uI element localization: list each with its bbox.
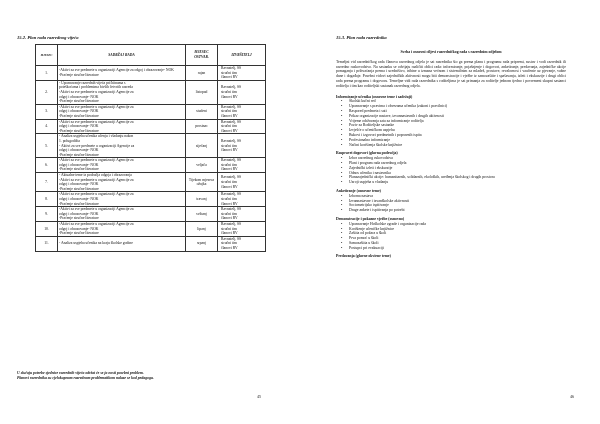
executor-line: Ravnatelj, SS: [221, 104, 242, 109]
content-line: odgoj i obrazovanje- NOK: [59, 211, 99, 216]
executor-line: Ravnatelj, SS: [221, 66, 242, 70]
right-page: [300, 0, 600, 424]
executor-line: Ravnatelj, SS: [221, 236, 242, 241]
header-sadrzaj: SADRŽAJ RADA: [58, 45, 186, 66]
section-heading: Informiranje učenika (osnovne teme i sadržaji): [336, 94, 413, 99]
executor-line: stručni tim: [221, 70, 237, 75]
content-line: -Aktivi za sve predmete u organizaciji Agencije za: [59, 222, 134, 226]
row-number: 4.: [36, 119, 58, 134]
right-paragraph: Temeljni vid razredničkog rada članova razrednog odjela je sat razrednika što ga prema planu i programu rada pripremi, sustav i vodi razrednik ili razredno ruskovodstvo. Na sastanku se odvijaju različiti oblici rada: informiranje, pojašnjenje i dogovori, anketiranje, predavanja, zajedničke akcije pomaganja i prihvaćanja prema i uredništvo, tribine u izmana većnom i sistemičnim za mladež, prostave, revalornost i vaučenie uz pjevanje, važne dane i događaje. Posebni vidovi zajedničkih aktivnosti mogu biti demonstracije i vježbe iz samozaštite i spašavanja, izleti i ekskurzije i drugi oblici rada prema programu i dogovoru. Temeljne vidi rada razrednika s roditeljima je sat primanja za roditelje jednom tjedno i povremeni skupni sastanci roditelja i tim kao roditeljski sastanak razrednog odjela.: [336, 59, 566, 88]
table-row: [36, 192, 266, 207]
content-line: -Aktivi za sve predmete u organizaciji Agencije za odgoj i obrazovanje- NOK: [59, 68, 174, 73]
row-executor: [218, 66, 266, 81]
header-mjesec-ostvar: MJESEC OSTVAR.: [186, 45, 218, 66]
left-footnote: [17, 371, 282, 381]
table-row: [36, 222, 266, 237]
list-item: • Sociometrijsko ispitivanje: [336, 203, 566, 208]
right-page-number: 46: [570, 394, 574, 399]
content-line: -Aktivi za sve predmete u organizaciji Agencije za: [59, 119, 134, 124]
header-mjesec: MJESEC: [36, 45, 58, 66]
right-section-title: 15.3. Plan rada razrednika: [336, 35, 387, 40]
row-month: Tijekom mjeseca ožujka: [186, 173, 218, 192]
content-line: -Praćenje stručne literature: [59, 152, 99, 157]
executor-line: članovi RV: [221, 94, 238, 99]
content-line: -Aktivi za sve predmete u organizaciji Agencije za: [59, 207, 134, 212]
row-number: 7.: [36, 173, 58, 192]
executor-line: stručni tim: [221, 89, 237, 94]
executor-line: članovi RV: [221, 245, 238, 250]
row-executor: [218, 158, 266, 173]
bullet-list: [336, 99, 566, 147]
content-line: -Praćenje stručne literature: [59, 113, 99, 118]
bullet-list: [336, 194, 566, 213]
content-line: -Praćenje stručne literature: [59, 231, 99, 236]
row-month: travanj: [186, 192, 218, 207]
right-content: [336, 50, 566, 259]
executor-line: stručni tim: [221, 109, 237, 114]
row-content: [58, 236, 186, 251]
list-item: • Načini korištenja školske knjižnice: [336, 143, 566, 148]
list-item: • Korištenje učeničke knjižnice: [336, 227, 566, 232]
list-item: • Raspored predmeta i sati: [336, 109, 566, 114]
content-line: odgoj i obrazovanje- NOK: [59, 124, 99, 129]
content-line: -Praćenje stručne literature: [59, 99, 99, 104]
row-executor: [218, 207, 266, 222]
list-item: • Planazajednički akcije: humanitarnih, solidarnih, ekoloških, uređenja školskog i drugih prostora: [336, 175, 566, 180]
list-item: • Izvannastavne i izvanškolske aktivnosti: [336, 199, 566, 204]
content-line: -Praćenje stručne literature: [59, 72, 99, 77]
list-item: • Zaštita od požara u školi: [336, 231, 566, 236]
row-executor: [218, 104, 266, 119]
table-row: [36, 119, 266, 134]
section-heading: Raspravei dogovori (glavna područja): [336, 151, 398, 156]
executor-line: članovi RV: [221, 231, 238, 236]
list-item: • Postupci pri evakuaciji: [336, 246, 566, 251]
executor-line: stručni tim: [221, 226, 237, 231]
executor-line: Ravnatelj, SS: [221, 158, 242, 163]
list-item: • Vrijeme održavanja sata za informiranje roditelja: [336, 119, 566, 124]
row-content: [58, 80, 186, 104]
row-number: 8.: [36, 192, 58, 207]
content-line: odgoj i obrazovanje- NOK: [59, 148, 99, 153]
content-line: - Aktualne teme iz područja odgoja i obrazovanja: [59, 173, 132, 178]
table-row: [36, 236, 266, 251]
row-number: 11.: [36, 236, 58, 251]
list-item: • Prikaz organizacije nastave, izvannastavnih i drugih aktivnosti: [336, 114, 566, 119]
row-executor: [218, 134, 266, 158]
executor-line: članovi RV: [221, 184, 238, 189]
row-executor: [218, 173, 266, 192]
trailing-heading: Predavanja (glavne okvirne teme): [336, 254, 391, 259]
table-row: [36, 134, 266, 158]
row-content: [58, 119, 186, 134]
row-number: 9.: [36, 207, 58, 222]
table-header-row: [36, 45, 266, 66]
row-executor: [218, 119, 266, 134]
row-content: [58, 104, 186, 119]
content-line: odgoj i obrazovanje- NOK: [59, 197, 99, 202]
section-heading: Demonstracije i pokazne vježbe (osnovno): [336, 216, 405, 221]
row-content: [58, 192, 186, 207]
content-line: -Praćenje stručne literature: [59, 201, 99, 206]
row-executor: [218, 236, 266, 251]
list-item: • Odnos učenika i nastavnika: [336, 171, 566, 176]
content-line: odgoj i obrazovanje- NOK: [59, 162, 99, 167]
left-page-number: 45: [257, 394, 261, 399]
row-number: 10.: [36, 222, 58, 237]
executor-line: stručni tim: [221, 124, 237, 129]
content-line: - Upoznavanje razrednih vijeća pri/hitnama s: [59, 80, 126, 85]
executor-line: Ravnatelj, SS: [221, 207, 242, 212]
row-month: lipanj: [186, 222, 218, 237]
row-number: 1.: [36, 66, 58, 81]
content-line: odgoj i obrazovanje- NOK: [59, 109, 99, 114]
right-sections: [336, 95, 566, 251]
content-line: -Praćenje stručne literature: [59, 167, 99, 172]
list-item: • Plani i program rada razrednog odjela: [336, 161, 566, 166]
row-month: srpanj: [186, 236, 218, 251]
executor-line: Ravnatelj, SS: [221, 119, 242, 124]
row-content: [58, 134, 186, 158]
table-row: [36, 207, 266, 222]
content-line: poteškoćama i problemima bivših četvrtih razreda: [59, 85, 133, 90]
list-item: • Upoznavanje Hoškolske zgrade i organizacije rada: [336, 222, 566, 227]
executor-line: stručni tim: [221, 143, 237, 148]
list-item: • Upoznavanje s pravima i obvezama učenika (zakoni i pravilnici): [336, 104, 566, 109]
row-content: [58, 66, 186, 81]
executor-line: Ravnatelj, SS: [221, 192, 242, 197]
list-item: • Druge ankete i ispitivanja po potrebi: [336, 208, 566, 213]
content-line: odgoj i obrazovanje- NOK: [59, 94, 99, 99]
table-row: [36, 158, 266, 173]
list-item: • Uzroji uspjeha u vladanju: [336, 180, 566, 185]
content-line: odgoj i obrazovanje- NOK: [59, 182, 99, 187]
executor-line: Ravnatelj, SS: [221, 138, 242, 143]
list-item: • Izvješće o učeničkom uspjehu: [336, 128, 566, 133]
table-row: [36, 80, 266, 104]
list-item: • Bukovi i izgovori predmetnih i popravnih ispita: [336, 133, 566, 138]
content-line: -Aktivi za sve predmete u organizaciji Agencije za: [59, 89, 134, 94]
executor-line: članovi RV: [221, 201, 238, 206]
section-heading: Anketiranje (osnovne teme): [336, 188, 381, 193]
list-item: • Samozaštita u školi: [336, 241, 566, 246]
bullet-list: [336, 156, 566, 185]
bullet-list: [336, 222, 566, 251]
footnote-line-2: Planovi razrednika su cjelokupnom razrednom problematikom nalaze se kod pedagoga.: [17, 376, 154, 380]
executor-line: članovi RV: [221, 128, 238, 133]
row-executor: [218, 192, 266, 207]
left-section-title: 15.2. Plan rada razrednog vijeća: [17, 35, 79, 40]
row-number: 6.: [36, 158, 58, 173]
content-line: - Analiza uspjeha učenika učenju i vladanju nakon: [59, 134, 134, 139]
row-number: 3.: [36, 104, 58, 119]
row-executor: [218, 222, 266, 237]
executor-line: Ravnatelj, SS: [221, 222, 242, 226]
content-line: -Praćenje stručne literature: [59, 216, 99, 221]
row-month: siječanj: [186, 134, 218, 158]
row-content: [58, 222, 186, 237]
list-item: • Izborna nastava: [336, 194, 566, 199]
executor-line: članovi RV: [221, 75, 238, 80]
executor-line: članovi RV: [221, 216, 238, 221]
list-item: • Zajednički izleti i ekskurzije: [336, 166, 566, 171]
content-line: 1. polugodišta: [59, 138, 80, 143]
list-item: • Profesionalno informiranje: [336, 138, 566, 143]
footnote-line-1: U slučaju potrebe sjednice razrednih vijeća održat će se ja nosti posebni problem.: [17, 371, 144, 375]
executor-line: stručni tim: [221, 179, 237, 184]
list-item: • Prva pomoć u školi: [336, 236, 566, 241]
row-month: rujan: [186, 66, 218, 81]
content-line: odgoj i obrazovanje- NOK: [59, 226, 99, 231]
executor-line: članovi RV: [221, 113, 238, 118]
content-line: -Praćenje stručne literature: [59, 128, 99, 133]
content-line: -Aktivi za sve predmete u organizaciji Agencije za: [59, 192, 134, 197]
list-item: • Školski kučni red: [336, 99, 566, 104]
row-content: [58, 158, 186, 173]
row-number: 5.: [36, 134, 58, 158]
content-line: -Aktivi za sve predmete u organizaciji Agencije za: [59, 177, 134, 182]
table-row: [36, 66, 266, 81]
content-line: - Aktivi za sve predmete u organizaciji Agencije za: [59, 143, 135, 148]
content-line: - Analiza uspjeha učenika na kraju školske godine: [59, 241, 133, 246]
row-content: [58, 173, 186, 192]
executor-line: stručni tim: [221, 211, 237, 216]
row-content: [58, 207, 186, 222]
content-line: -Aktivi za sve predmete u organizaciji Agencije za: [59, 158, 134, 163]
executor-line: članovi RV: [221, 148, 238, 153]
list-item: • Izbor razrednog rukovodstva: [336, 156, 566, 161]
row-month: veljača: [186, 158, 218, 173]
content-line: -Praćenje stručne literature: [59, 186, 99, 191]
row-month: listopad: [186, 80, 218, 104]
executor-line: stručni tim: [221, 241, 237, 246]
table-row: [36, 104, 266, 119]
executor-line: stručni tim: [221, 197, 237, 202]
row-month: svibanj: [186, 207, 218, 222]
row-month: studeni: [186, 104, 218, 119]
executor-line: Ravnatelj, SS: [221, 175, 242, 180]
row-executor: [218, 80, 266, 104]
row-month: prosinac: [186, 119, 218, 134]
executor-line: Ravnatelj, SS: [221, 85, 242, 90]
header-izvrsitelj: IZVRŠITELJ: [218, 45, 266, 66]
table-row: [36, 173, 266, 192]
council-plan-table: [35, 44, 266, 252]
executor-line: stručni tim: [221, 162, 237, 167]
executor-line: članovi RV: [221, 167, 238, 172]
right-heading: Svrha i osnovni ciljevi razredničkog rada s razrednim odjelom: [400, 50, 502, 54]
list-item: • Poziv za Roditeljske sastanke: [336, 123, 566, 128]
row-number: 2.: [36, 80, 58, 104]
content-line: -Aktivi za sve predmete u organizaciji Agencije za: [59, 104, 134, 109]
